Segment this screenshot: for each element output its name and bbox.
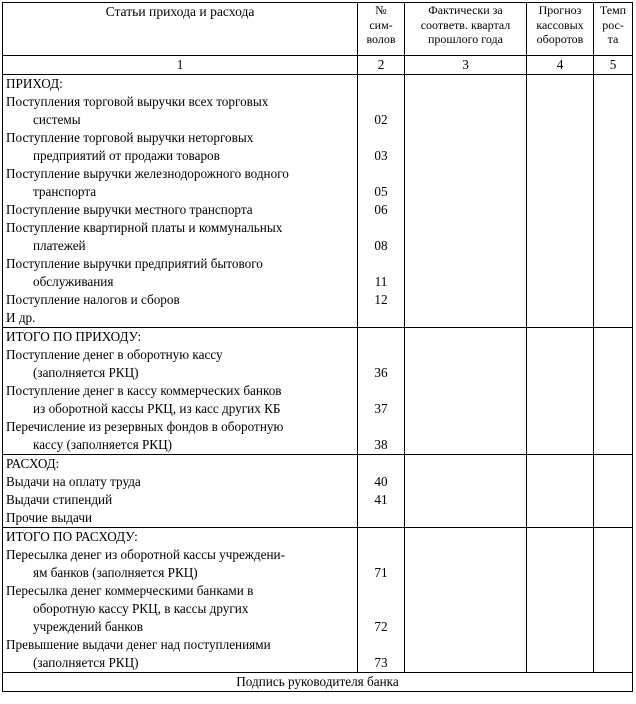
item-code: 73: [374, 655, 388, 670]
item-line: И др.: [6, 310, 36, 325]
column-number-row: [3, 56, 633, 75]
code-spacer: [358, 75, 404, 93]
forecast-value-cell: [527, 75, 594, 328]
code-spacer: [358, 93, 404, 111]
column-number: 3: [405, 56, 527, 75]
item-line: ям банков (заполняется РКЦ): [33, 565, 198, 580]
section-title: ИТОГО ПО РАСХОДУ:: [6, 529, 138, 544]
section-codes-cell: [358, 528, 405, 673]
header-line: кассовых: [536, 17, 584, 32]
forecast-value-cell: [527, 328, 594, 455]
column-number: 4: [527, 56, 594, 75]
section-row: [3, 455, 633, 528]
item-code: 38: [374, 437, 388, 452]
header-growth-rate: [594, 3, 633, 56]
header-line: Фактически за: [428, 3, 503, 17]
code-spacer: [358, 219, 404, 237]
section-title: ИТОГО ПО ПРИХОДУ:: [6, 329, 142, 344]
item-code: 72: [374, 619, 388, 634]
section-codes-cell: [358, 75, 405, 328]
item-line: платежей: [33, 238, 86, 253]
item-code: 06: [374, 202, 388, 217]
section-codes-cell: [358, 455, 405, 528]
item-line: Превышение выдачи денег над поступлениями: [6, 637, 271, 652]
code-spacer: [358, 382, 404, 400]
header-line: прошлого года: [428, 32, 503, 47]
item-line: Поступление выручки предприятий бытового: [6, 256, 263, 271]
growth-value-cell: [594, 455, 633, 528]
header-line: №: [375, 3, 387, 17]
code-spacer: [358, 255, 404, 273]
section-items-cell: [3, 328, 358, 455]
code-spacer: [358, 165, 404, 183]
item-line: Поступление торговой выручки неторговых: [6, 130, 254, 145]
section-row: [3, 75, 633, 328]
header-row: [3, 3, 633, 56]
item-code: 03: [374, 148, 388, 163]
bank-head-signature: Подпись руководителя банка: [3, 673, 633, 692]
growth-value-cell: [594, 528, 633, 673]
column-number: 2: [358, 56, 405, 75]
item-line: кассу (заполняется РКЦ): [33, 437, 172, 452]
header-line: Темп: [599, 3, 627, 17]
item-line: Поступление налогов и сборов: [6, 292, 180, 307]
item-code: 40: [374, 474, 388, 489]
item-line: обслуживания: [33, 274, 114, 289]
item-line: учреждений банков: [33, 619, 143, 634]
section-title: РАСХОД:: [6, 456, 60, 471]
item-code: 12: [374, 292, 388, 307]
forecast-value-cell: [527, 455, 594, 528]
growth-value-cell: [594, 75, 633, 328]
code-spacer: [358, 546, 404, 564]
item-line: из оборотной кассы РКЦ, из касс других КБ: [33, 401, 281, 416]
item-line: системы: [33, 112, 81, 127]
item-code: 36: [374, 365, 388, 380]
item-line: Поступление квартирной платы и коммунальных: [6, 220, 283, 235]
item-line: (заполняется РКЦ): [33, 655, 139, 670]
header-line: та: [607, 32, 619, 47]
header-actual-prev-year: [405, 3, 527, 56]
section-row: [3, 528, 633, 673]
item-code: 02: [374, 112, 388, 127]
code-spacer: [358, 418, 404, 436]
footer-row: [3, 673, 633, 692]
section-items-cell: [3, 528, 358, 673]
section-row: [3, 328, 633, 455]
code-spacer: [358, 455, 404, 473]
item-line: Выдачи на оплату труда: [6, 474, 141, 489]
item-line: Поступление выручки железнодорожного водного: [6, 166, 289, 181]
forecast-value-cell: [527, 528, 594, 673]
header-line: рос-: [602, 17, 624, 32]
item-code: 05: [374, 184, 388, 199]
column-number: 1: [3, 56, 358, 75]
item-line: оборотную кассу РКЦ, в кассы других: [33, 601, 249, 616]
item-line: Прочие выдачи: [6, 510, 93, 525]
section-codes-cell: [358, 328, 405, 455]
code-spacer: [358, 582, 404, 600]
item-code: 71: [374, 565, 388, 580]
item-code: [358, 309, 404, 327]
item-line: (заполняется РКЦ): [33, 365, 139, 380]
item-line: предприятий от продажи товаров: [33, 148, 220, 163]
code-spacer: [358, 636, 404, 654]
item-code: 37: [374, 401, 388, 416]
column-number: 5: [594, 56, 633, 75]
item-line: Поступление денег в оборотную кассу: [6, 347, 223, 362]
code-spacer: [358, 346, 404, 364]
code-spacer: [358, 528, 404, 546]
item-code: 08: [374, 238, 388, 253]
item-line: Выдачи стипендий: [6, 492, 113, 507]
header-forecast: [527, 3, 594, 56]
section-items-cell: [3, 75, 358, 328]
item-line: Поступления торговой выручки всех торговых: [6, 94, 269, 109]
header-line: оборотов: [536, 32, 584, 47]
item-line: Поступление выручки местного транспорта: [6, 202, 253, 217]
growth-value-cell: [594, 328, 633, 455]
actual-value-cell: [405, 528, 527, 673]
item-line: транспорта: [33, 184, 97, 199]
header-line: Прогноз: [538, 3, 582, 17]
cash-flow-table: [2, 2, 633, 692]
code-spacer: [358, 129, 404, 147]
header-line: волов: [366, 32, 396, 47]
section-title: ПРИХОД:: [6, 76, 63, 91]
section-items-cell: [3, 455, 358, 528]
code-spacer: [358, 328, 404, 346]
actual-value-cell: [405, 328, 527, 455]
header-line: соответв. квартал: [420, 17, 511, 32]
item-line: Поступление денег в кассу коммерческих банков: [6, 383, 282, 398]
item-line: Пересылка денег коммерческими банками в: [6, 583, 254, 598]
header-items: Статьи прихода и расхода: [3, 3, 358, 56]
actual-value-cell: [405, 455, 527, 528]
header-symbol-number: [358, 3, 405, 56]
header-line: сим-: [369, 17, 393, 32]
code-spacer: [358, 600, 404, 618]
item-code: 41: [374, 492, 388, 507]
item-code: 11: [374, 274, 388, 289]
item-line: Пересылка денег из оборотной кассы учреждени-: [6, 547, 286, 562]
item-code: [358, 509, 404, 527]
actual-value-cell: [405, 75, 527, 328]
item-line: Перечисление из резервных фондов в оборотную: [6, 419, 284, 434]
